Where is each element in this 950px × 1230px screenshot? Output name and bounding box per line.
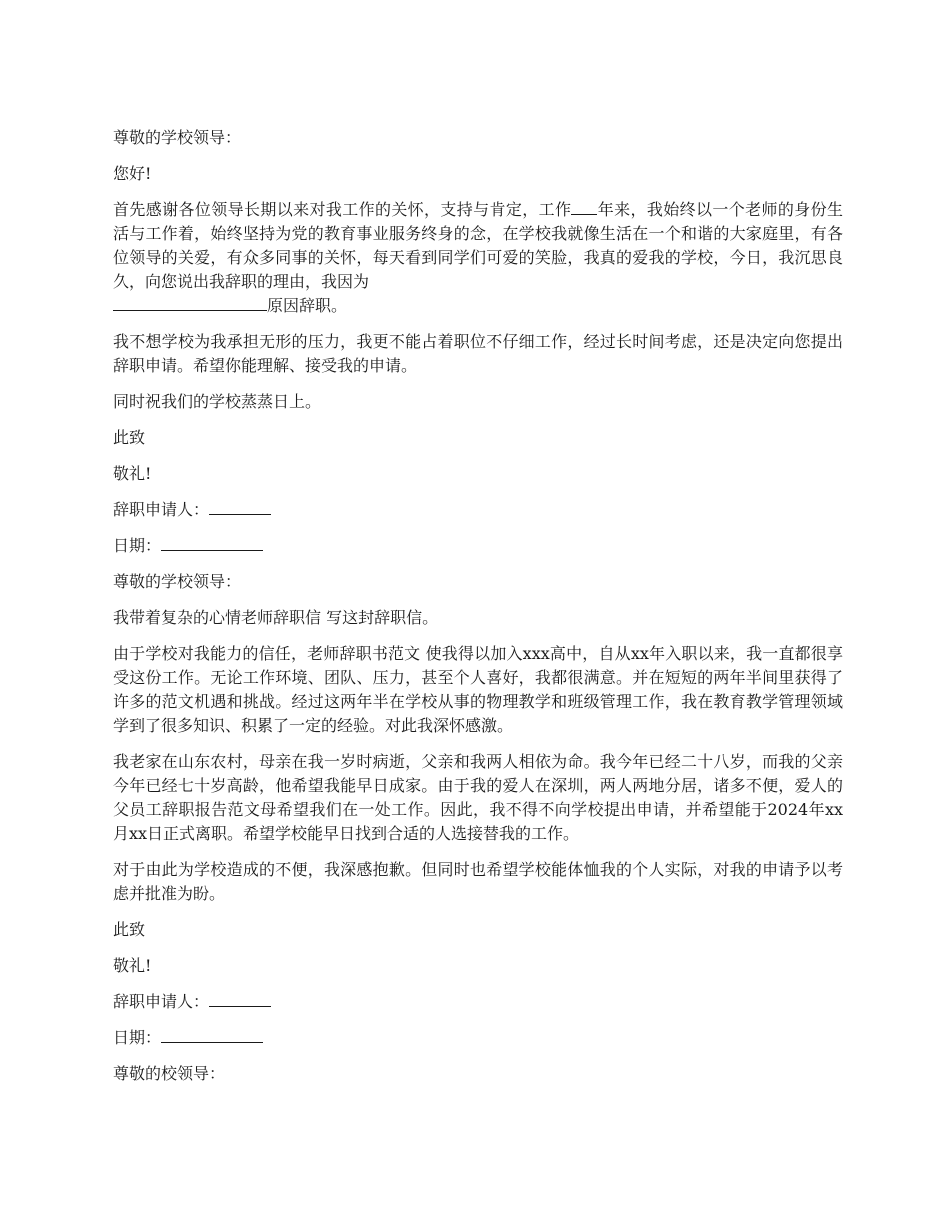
applicant-blank-line xyxy=(209,990,271,1007)
date-blank-line xyxy=(161,534,263,551)
letter1-date-label: 日期： xyxy=(113,536,162,555)
letter2-paragraph-2: 由于学校对我能力的信任，老师辞职书范文 使我得以加入xxx高中，自从xx年入职以来，我一直都很享受这份工作。无论工作环境、团队、压力，甚至个人喜好，我都很满意。并在短短的两年半间里获得了许多的范文机遇和挑战。经过这两年半在学校从事的物理教学和班级管理工作，我在教育教学管理领域学到了很多知识、积累了一定的经验。对此我深怀感激。 xyxy=(113,644,843,735)
letter3-salutation: 尊敬的校领导： xyxy=(113,1064,226,1083)
letter1-closing-1: 此致 xyxy=(113,428,146,447)
applicant-blank-line xyxy=(209,498,271,515)
letter2-applicant-line xyxy=(113,990,843,1014)
letter1-salutation: 尊敬的学校领导： xyxy=(113,128,242,147)
letter2-paragraph-1: 我带着复杂的心情老师辞职信 写这封辞职信。 xyxy=(113,608,439,627)
letter2-paragraph-4: 对于由此为学校造成的不便，我深感抱歉。但同时也希望学校能体恤我的个人实际，对我的申请予以考虑并批准为盼。 xyxy=(113,860,843,903)
letter1-p1-part-c: 原因辞职。 xyxy=(267,296,348,315)
letter1-paragraph-1 xyxy=(113,198,843,318)
reason-blank-line xyxy=(113,294,267,311)
letter2-date-line xyxy=(113,1026,843,1050)
letter1-applicant-line xyxy=(113,498,843,522)
letter2-closing-2: 敬礼! xyxy=(113,956,152,975)
letter2-closing-1: 此致 xyxy=(113,920,146,939)
date-blank-line xyxy=(161,1026,263,1043)
letter2-salutation: 尊敬的学校领导： xyxy=(113,572,242,591)
years-blank-line xyxy=(571,198,597,215)
letter1-greeting: 您好! xyxy=(113,164,152,183)
document-page xyxy=(113,126,843,1098)
letter2-applicant-label: 辞职申请人： xyxy=(113,992,210,1011)
letter1-paragraph-2: 我不想学校为我承担无形的压力，我更不能占着职位不仔细工作，经过长时间考虑，还是决定向您提出辞职申请。希望你能理解、接受我的申请。 xyxy=(113,332,843,375)
letter1-closing-2: 敬礼! xyxy=(113,464,152,483)
letter1-p1-part-b: 年来，我始终以一个老师的身份生活与工作着，始终坚持为党的教育事业服务终身的念，在学校我就像生活在一个和谐的大家庭里，有各位领导的关爱，有众多同事的关怀，每天看到同学们可爱的笑脸，我真的爱我的学校，今日，我沉思良久，向您说出我辞职的理由，我因为 xyxy=(113,200,843,291)
letter1-date-line xyxy=(113,534,843,558)
letter1-p1-part-a: 首先感谢各位领导长期以来对我工作的关怀，支持与肯定，工作 xyxy=(113,200,572,219)
letter2-date-label: 日期： xyxy=(113,1028,162,1047)
letter1-paragraph-3: 同时祝我们的学校蒸蒸日上。 xyxy=(113,392,322,411)
letter2-paragraph-3: 我老家在山东农村，母亲在我一岁时病逝，父亲和我两人相依为命。我今年已经二十八岁，而我的父亲今年已经七十岁高龄，他希望我能早日成家。由于我的爱人在深圳，两人两地分居，诸多不便，爱人的父员工辞职报告范文母希望我们在一处工作。因此，我不得不向学校提出申请，并希望能于2024年xx月xx日正式离职。希望学校能早日找到合适的人选接替我的工作。 xyxy=(113,752,843,843)
letter1-applicant-label: 辞职申请人： xyxy=(113,500,210,519)
